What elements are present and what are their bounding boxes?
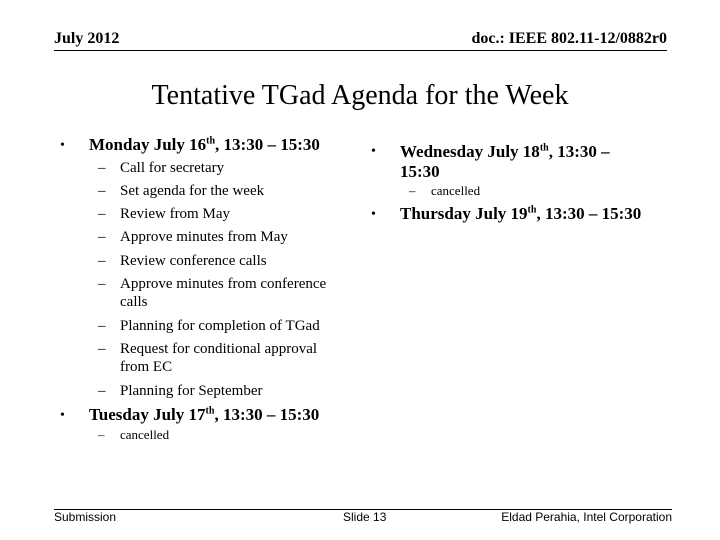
monday-item-dash: – — [98, 318, 106, 334]
monday-item-text: Review conference calls — [120, 253, 267, 269]
day-heading-thursday-text: Thursday July 19 — [400, 204, 528, 223]
day-heading-tuesday — [89, 405, 319, 425]
monday-item-text: Planning for completion of TGad — [120, 318, 320, 334]
day-heading-monday-sup: th — [206, 135, 216, 147]
monday-item-text: Set agenda for the week — [120, 183, 265, 199]
day-heading-tuesday-text: Tuesday July 17 — [89, 405, 206, 424]
footer-slide-number: Slide 13 — [343, 510, 387, 524]
bullet-monday: • — [60, 138, 65, 153]
monday-item-text: Approve minutes from May — [120, 229, 288, 245]
day-heading-tuesday-time: , 13:30 – 15:30 — [214, 405, 320, 424]
tuesday-item-dash: – — [98, 427, 105, 442]
monday-item-text: from EC — [120, 359, 173, 375]
monday-item-text: calls — [120, 294, 148, 310]
monday-item-dash: – — [98, 341, 106, 357]
bullet-wednesday: • — [371, 144, 376, 159]
header-date: July 2012 — [54, 30, 120, 47]
footer-submission: Submission — [54, 510, 117, 524]
tuesday-item-text: cancelled — [120, 427, 170, 442]
monday-item-text: Approve minutes from conference — [120, 276, 327, 292]
wednesday-item-dash: – — [409, 183, 416, 198]
day-heading-monday — [89, 135, 320, 155]
day-heading-tuesday-sup: th — [205, 405, 215, 417]
monday-item-text: Request for conditional approval — [120, 341, 318, 357]
monday-item-text: Planning for September — [120, 383, 263, 399]
day-heading-thursday-sup: th — [527, 204, 537, 216]
monday-item-dash: – — [98, 183, 106, 199]
monday-item-dash: – — [98, 383, 106, 399]
day-heading-monday-text: Monday July 16 — [89, 135, 207, 154]
monday-item-dash: – — [98, 160, 106, 176]
monday-item-dash: – — [98, 276, 106, 292]
bullet-tuesday: • — [60, 408, 65, 423]
footer-author: Eldad Perahia, Intel Corporation — [501, 510, 672, 524]
day-heading-wednesday-sup: th — [539, 142, 549, 154]
day-heading-wednesday-line2: 15:30 — [400, 162, 440, 181]
bullet-thursday: • — [371, 207, 376, 222]
day-heading-monday-time: , 13:30 – 15:30 — [215, 135, 320, 154]
wednesday-item-text: cancelled — [431, 183, 481, 198]
monday-item-text: Review from May — [120, 206, 230, 222]
header-rule — [54, 50, 667, 51]
header-doc-id: doc.: IEEE 802.11-12/0882r0 — [471, 30, 667, 47]
day-heading-wednesday-text: Wednesday July 18 — [400, 142, 540, 161]
monday-item-dash: – — [98, 206, 106, 222]
monday-item-dash: – — [98, 229, 106, 245]
slide-title: Tentative TGad Agenda for the Week — [151, 80, 569, 111]
day-heading-thursday — [400, 204, 641, 224]
day-heading-wednesday — [400, 142, 610, 162]
day-heading-thursday-time: , 13:30 – 15:30 — [536, 204, 642, 223]
monday-item-dash: – — [98, 253, 106, 269]
day-heading-wednesday-time: , 13:30 – — [548, 142, 610, 161]
monday-item-text: Call for secretary — [120, 160, 225, 176]
